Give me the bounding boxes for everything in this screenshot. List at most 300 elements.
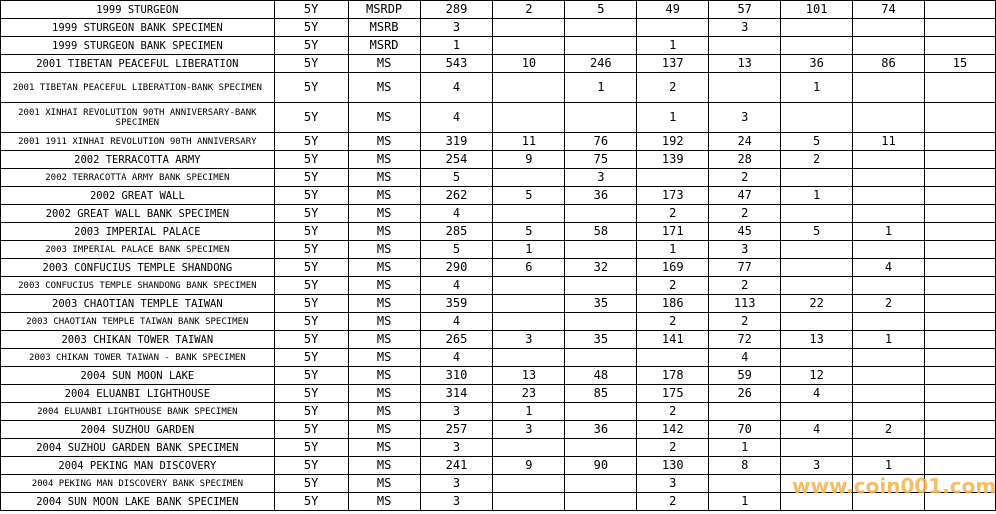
count-cell: 4 (420, 313, 493, 331)
grade-cell: MS (348, 223, 420, 241)
count-cell (781, 475, 853, 493)
count-cell (637, 349, 709, 367)
coin-description-cell: 2004 ELUANBI LIGHTHOUSE (1, 385, 275, 403)
count-cell (565, 37, 637, 55)
grade-cell: MS (348, 151, 420, 169)
table-row (1, 493, 996, 511)
count-cell (853, 205, 925, 223)
count-cell (853, 103, 925, 133)
count-cell: 75 (565, 151, 637, 169)
grade-cell: MS (348, 169, 420, 187)
table-row (1, 19, 996, 37)
count-cell: 2 (637, 403, 709, 421)
table-row (1, 73, 996, 103)
denomination-cell: 5Y (274, 37, 348, 55)
count-cell (493, 37, 565, 55)
count-cell: 22 (781, 295, 853, 313)
count-cell (853, 439, 925, 457)
count-cell (565, 205, 637, 223)
count-cell: 72 (709, 331, 781, 349)
table-row (1, 151, 996, 169)
count-cell: 3 (709, 19, 781, 37)
denomination-cell: 5Y (274, 1, 348, 19)
count-cell (781, 103, 853, 133)
count-cell (781, 241, 853, 259)
table-row (1, 103, 996, 133)
count-cell: 5 (781, 133, 853, 151)
coin-description-cell: 2003 IMPERIAL PALACE BANK SPECIMEN (1, 241, 275, 259)
denomination-cell: 5Y (274, 55, 348, 73)
count-cell: 6 (493, 259, 565, 277)
count-cell: 257 (420, 421, 493, 439)
count-cell: 4 (781, 385, 853, 403)
grade-cell: MS (348, 313, 420, 331)
count-cell: 4 (781, 421, 853, 439)
count-cell: 5 (493, 187, 565, 205)
grade-cell: MS (348, 439, 420, 457)
grade-cell: MS (348, 103, 420, 133)
count-cell: 24 (709, 133, 781, 151)
count-cell: 1 (781, 187, 853, 205)
count-cell (924, 241, 995, 259)
count-cell: 1 (853, 457, 925, 475)
count-cell (637, 19, 709, 37)
table-row (1, 133, 996, 151)
table-row (1, 277, 996, 295)
denomination-cell: 5Y (274, 103, 348, 133)
denomination-cell: 5Y (274, 73, 348, 103)
count-cell: 35 (565, 331, 637, 349)
count-cell: 4 (709, 349, 781, 367)
coin-description-cell: 2001 TIBETAN PEACEFUL LIBERATION-BANK SPECIMEN (1, 73, 275, 103)
denomination-cell: 5Y (274, 403, 348, 421)
count-cell: 3 (420, 439, 493, 457)
denomination-cell: 5Y (274, 133, 348, 151)
count-cell: 9 (493, 457, 565, 475)
count-cell: 3 (420, 475, 493, 493)
count-cell (781, 205, 853, 223)
denomination-cell: 5Y (274, 349, 348, 367)
count-cell (924, 151, 995, 169)
table-row (1, 187, 996, 205)
count-cell: 4 (853, 259, 925, 277)
denomination-cell: 5Y (274, 313, 348, 331)
count-cell (709, 37, 781, 55)
count-cell: 1 (565, 73, 637, 103)
grade-cell: MS (348, 295, 420, 313)
coin-description-cell: 2004 ELUANBI LIGHTHOUSE BANK SPECIMEN (1, 403, 275, 421)
count-cell: 15 (924, 55, 995, 73)
count-cell (637, 169, 709, 187)
count-cell: 2 (709, 313, 781, 331)
count-cell: 5 (781, 223, 853, 241)
coin-description-cell: 2001 XINHAI REVOLUTION 90TH ANNIVERSARY-BANK SPECIMEN (1, 103, 275, 133)
count-cell (853, 277, 925, 295)
grade-cell: MS (348, 493, 420, 511)
coin-description-cell: 2003 CONFUCIUS TEMPLE SHANDONG (1, 259, 275, 277)
denomination-cell: 5Y (274, 331, 348, 349)
count-cell (853, 403, 925, 421)
denomination-cell: 5Y (274, 439, 348, 457)
count-cell (493, 493, 565, 511)
count-cell: 142 (637, 421, 709, 439)
count-cell: 1 (637, 37, 709, 55)
count-cell: 11 (853, 133, 925, 151)
count-cell: 3 (493, 331, 565, 349)
coin-description-cell: 2004 SUZHOU GARDEN (1, 421, 275, 439)
count-cell (493, 313, 565, 331)
count-cell (853, 19, 925, 37)
table-row (1, 475, 996, 493)
count-cell: 36 (565, 187, 637, 205)
count-cell (565, 313, 637, 331)
count-cell (565, 493, 637, 511)
count-cell: 141 (637, 331, 709, 349)
coin-description-cell: 2003 CONFUCIUS TEMPLE SHANDONG BANK SPECIMEN (1, 277, 275, 295)
count-cell (924, 187, 995, 205)
coin-description-cell: 2001 1911 XINHAI REVOLUTION 90TH ANNIVERSARY (1, 133, 275, 151)
count-cell (493, 169, 565, 187)
count-cell (924, 1, 995, 19)
count-cell (493, 205, 565, 223)
count-cell: 74 (853, 1, 925, 19)
count-cell (565, 439, 637, 457)
count-cell (924, 295, 995, 313)
count-cell: 1 (637, 241, 709, 259)
grade-cell: MS (348, 331, 420, 349)
denomination-cell: 5Y (274, 277, 348, 295)
count-cell: 139 (637, 151, 709, 169)
table-row (1, 37, 996, 55)
denomination-cell: 5Y (274, 241, 348, 259)
count-cell: 76 (565, 133, 637, 151)
grade-cell: MS (348, 403, 420, 421)
denomination-cell: 5Y (274, 187, 348, 205)
table-row (1, 439, 996, 457)
coin-description-cell: 2002 GREAT WALL (1, 187, 275, 205)
count-cell: 13 (781, 331, 853, 349)
grade-cell: MS (348, 55, 420, 73)
count-cell: 59 (709, 367, 781, 385)
table-row (1, 205, 996, 223)
count-cell: 101 (781, 1, 853, 19)
count-cell: 175 (637, 385, 709, 403)
count-cell: 5 (420, 169, 493, 187)
count-cell (924, 331, 995, 349)
count-cell: 1 (853, 331, 925, 349)
count-cell (924, 313, 995, 331)
count-cell (924, 421, 995, 439)
count-cell (924, 19, 995, 37)
count-cell: 32 (565, 259, 637, 277)
count-cell (781, 37, 853, 55)
count-cell (565, 103, 637, 133)
count-cell (853, 151, 925, 169)
table-row (1, 421, 996, 439)
count-cell (924, 223, 995, 241)
count-cell: 47 (709, 187, 781, 205)
coin-description-cell: 2002 GREAT WALL BANK SPECIMEN (1, 205, 275, 223)
denomination-cell: 5Y (274, 457, 348, 475)
count-cell (493, 295, 565, 313)
count-cell (781, 277, 853, 295)
table-row (1, 349, 996, 367)
count-cell: 1 (709, 493, 781, 511)
count-cell: 543 (420, 55, 493, 73)
denomination-cell: 5Y (274, 475, 348, 493)
count-cell (781, 349, 853, 367)
count-cell (493, 277, 565, 295)
count-cell: 289 (420, 1, 493, 19)
denomination-cell: 5Y (274, 223, 348, 241)
count-cell: 58 (565, 223, 637, 241)
coin-description-cell: 2003 CHAOTIAN TEMPLE TAIWAN (1, 295, 275, 313)
count-cell: 1 (493, 241, 565, 259)
count-cell: 2 (637, 439, 709, 457)
count-cell: 186 (637, 295, 709, 313)
count-cell (924, 367, 995, 385)
count-cell: 5 (420, 241, 493, 259)
count-cell: 4 (420, 349, 493, 367)
count-cell: 319 (420, 133, 493, 151)
coin-description-cell: 2003 CHIKAN TOWER TAIWAN - BANK SPECIMEN (1, 349, 275, 367)
denomination-cell: 5Y (274, 385, 348, 403)
count-cell (565, 475, 637, 493)
count-cell: 5 (493, 223, 565, 241)
coin-description-cell: 2002 TERRACOTTA ARMY (1, 151, 275, 169)
count-cell: 23 (493, 385, 565, 403)
count-cell (853, 73, 925, 103)
count-cell (924, 475, 995, 493)
coin-description-cell: 1999 STURGEON (1, 1, 275, 19)
count-cell: 90 (565, 457, 637, 475)
count-cell (924, 37, 995, 55)
table-row (1, 55, 996, 73)
count-cell: 2 (781, 151, 853, 169)
count-cell (853, 385, 925, 403)
count-cell (565, 277, 637, 295)
count-cell (853, 37, 925, 55)
count-cell: 3 (781, 457, 853, 475)
coin-description-cell: 2003 CHIKAN TOWER TAIWAN (1, 331, 275, 349)
grade-cell: MS (348, 475, 420, 493)
coin-description-cell: 2004 SUZHOU GARDEN BANK SPECIMEN (1, 439, 275, 457)
count-cell (924, 277, 995, 295)
count-cell (493, 349, 565, 367)
coin-description-cell: 2004 SUN MOON LAKE (1, 367, 275, 385)
count-cell: 171 (637, 223, 709, 241)
count-cell: 2 (493, 1, 565, 19)
count-cell (853, 367, 925, 385)
count-cell: 241 (420, 457, 493, 475)
table-row (1, 367, 996, 385)
count-cell: 86 (853, 55, 925, 73)
count-cell: 77 (709, 259, 781, 277)
count-cell: 3 (420, 19, 493, 37)
denomination-cell: 5Y (274, 205, 348, 223)
count-cell: 137 (637, 55, 709, 73)
denomination-cell: 5Y (274, 421, 348, 439)
count-cell: 28 (709, 151, 781, 169)
count-cell (781, 439, 853, 457)
count-cell (853, 241, 925, 259)
coin-description-cell: 2004 SUN MOON LAKE BANK SPECIMEN (1, 493, 275, 511)
count-cell (853, 349, 925, 367)
count-cell: 2 (637, 313, 709, 331)
count-cell (781, 403, 853, 421)
count-cell: 265 (420, 331, 493, 349)
count-cell: 3 (565, 169, 637, 187)
count-cell: 9 (493, 151, 565, 169)
table-row (1, 385, 996, 403)
count-cell: 5 (565, 1, 637, 19)
count-cell: 192 (637, 133, 709, 151)
count-cell (924, 493, 995, 511)
count-cell: 285 (420, 223, 493, 241)
count-cell: 2 (637, 73, 709, 103)
table-row (1, 457, 996, 475)
grade-cell: MS (348, 187, 420, 205)
count-cell (853, 187, 925, 205)
count-cell (565, 241, 637, 259)
count-cell (565, 19, 637, 37)
grade-cell: MS (348, 385, 420, 403)
coin-description-cell: 1999 STURGEON BANK SPECIMEN (1, 19, 275, 37)
grade-cell: MS (348, 205, 420, 223)
count-cell: 3 (420, 493, 493, 511)
count-cell: 2 (637, 493, 709, 511)
count-cell: 290 (420, 259, 493, 277)
count-cell: 178 (637, 367, 709, 385)
count-cell: 254 (420, 151, 493, 169)
count-cell: 4 (420, 73, 493, 103)
denomination-cell: 5Y (274, 295, 348, 313)
count-cell (853, 169, 925, 187)
count-cell: 35 (565, 295, 637, 313)
count-cell: 2 (853, 421, 925, 439)
count-cell (781, 313, 853, 331)
grade-cell: MSRB (348, 19, 420, 37)
denomination-cell: 5Y (274, 259, 348, 277)
count-cell (781, 259, 853, 277)
count-cell: 11 (493, 133, 565, 151)
count-cell (781, 169, 853, 187)
coin-description-cell: 2001 TIBETAN PEACEFUL LIBERATION (1, 55, 275, 73)
grade-cell: MSRD (348, 37, 420, 55)
denomination-cell: 5Y (274, 19, 348, 37)
grade-cell: MS (348, 259, 420, 277)
count-cell: 3 (637, 475, 709, 493)
grade-cell: MS (348, 241, 420, 259)
count-cell: 8 (709, 457, 781, 475)
count-cell: 10 (493, 55, 565, 73)
count-cell: 1 (637, 103, 709, 133)
count-cell (924, 103, 995, 133)
count-cell: 2 (709, 205, 781, 223)
denomination-cell: 5Y (274, 367, 348, 385)
count-cell: 2 (709, 169, 781, 187)
count-cell: 45 (709, 223, 781, 241)
coin-description-cell: 2002 TERRACOTTA ARMY BANK SPECIMEN (1, 169, 275, 187)
count-cell (924, 439, 995, 457)
count-cell: 310 (420, 367, 493, 385)
count-cell: 173 (637, 187, 709, 205)
count-cell (924, 403, 995, 421)
count-cell (853, 313, 925, 331)
count-cell: 262 (420, 187, 493, 205)
denomination-cell: 5Y (274, 493, 348, 511)
count-cell: 1 (420, 37, 493, 55)
table-row (1, 169, 996, 187)
count-cell: 4 (420, 103, 493, 133)
count-cell: 36 (781, 55, 853, 73)
count-cell: 85 (565, 385, 637, 403)
count-cell: 26 (709, 385, 781, 403)
count-cell: 1 (781, 73, 853, 103)
table-row (1, 259, 996, 277)
denomination-cell: 5Y (274, 151, 348, 169)
coin-description-cell: 1999 STURGEON BANK SPECIMEN (1, 37, 275, 55)
count-cell (924, 73, 995, 103)
count-cell (924, 349, 995, 367)
count-cell (493, 19, 565, 37)
coin-description-cell: 2003 CHAOTIAN TEMPLE TAIWAN BANK SPECIMEN (1, 313, 275, 331)
table-row (1, 1, 996, 19)
count-cell (853, 493, 925, 511)
count-cell: 169 (637, 259, 709, 277)
count-cell (924, 205, 995, 223)
count-cell: 1 (709, 439, 781, 457)
grade-cell: MS (348, 421, 420, 439)
count-cell (493, 73, 565, 103)
count-cell (781, 493, 853, 511)
watermark-text: www.coin001.com (792, 474, 996, 498)
count-cell: 13 (709, 55, 781, 73)
count-cell: 57 (709, 1, 781, 19)
count-cell: 70 (709, 421, 781, 439)
denomination-cell: 5Y (274, 169, 348, 187)
count-cell: 49 (637, 1, 709, 19)
table-row (1, 313, 996, 331)
count-cell: 2 (637, 205, 709, 223)
count-cell: 1 (853, 223, 925, 241)
count-cell (493, 103, 565, 133)
table-row (1, 331, 996, 349)
count-cell: 3 (420, 403, 493, 421)
grade-cell: MS (348, 73, 420, 103)
count-cell: 113 (709, 295, 781, 313)
count-cell (924, 169, 995, 187)
grade-cell: MS (348, 133, 420, 151)
count-cell: 13 (493, 367, 565, 385)
count-cell: 246 (565, 55, 637, 73)
count-cell: 4 (420, 277, 493, 295)
count-cell: 359 (420, 295, 493, 313)
count-cell: 36 (565, 421, 637, 439)
count-cell (493, 475, 565, 493)
table-row (1, 403, 996, 421)
count-cell: 3 (493, 421, 565, 439)
count-cell: 130 (637, 457, 709, 475)
count-cell: 2 (709, 277, 781, 295)
coin-description-cell: 2004 PEKING MAN DISCOVERY (1, 457, 275, 475)
count-cell (493, 439, 565, 457)
grade-cell: MS (348, 349, 420, 367)
count-cell: 48 (565, 367, 637, 385)
count-cell: 2 (853, 295, 925, 313)
count-cell (781, 19, 853, 37)
count-cell (853, 475, 925, 493)
